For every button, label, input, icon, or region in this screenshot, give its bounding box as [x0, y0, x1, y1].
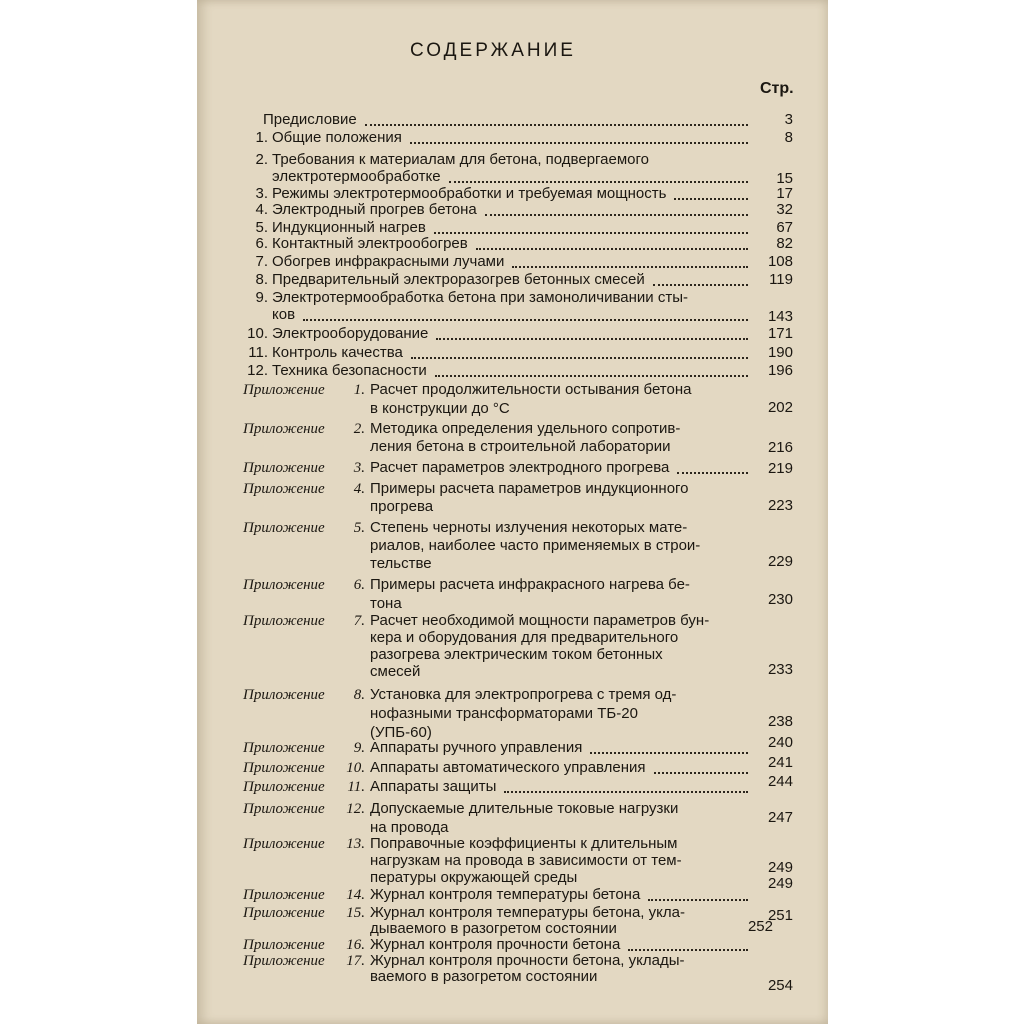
appendix-page: 244	[767, 773, 793, 790]
appendix-text: нофазными трансформаторами ТБ-20	[370, 705, 638, 722]
dot-leader	[365, 124, 748, 126]
appendix-label: Приложение	[243, 740, 325, 756]
appendix-page: 202	[767, 399, 793, 416]
appendix-text: разогрева электрическим током бетонных	[370, 646, 663, 663]
appendix-label: Приложение	[243, 520, 325, 536]
toc-item-page: 32	[776, 201, 793, 218]
toc-item-text: Электрооборудование	[272, 325, 429, 342]
toc-item-number: 12.	[247, 362, 268, 379]
appendix-text: риалов, наиболее часто применяемых в строи-	[370, 537, 701, 554]
toc-item-page: 67	[776, 219, 793, 236]
dot-leader	[590, 752, 748, 754]
toc-item-page: 196	[767, 362, 793, 379]
appendix-number: 11.	[347, 779, 365, 795]
appendix-page: 240	[767, 734, 793, 751]
toc-item-number: 7.	[255, 253, 268, 270]
toc-item-text: Техника безопасности	[272, 362, 427, 379]
toc-item-text: Электродный прогрев бетона	[272, 201, 477, 218]
appendix-text: Допускаемые длительные токовые нагрузки	[370, 800, 679, 817]
dot-leader	[411, 357, 748, 359]
appendix-text: Аппараты ручного управления	[370, 739, 583, 756]
appendix-text: ления бетона в строительной лаборатории	[370, 438, 671, 455]
appendix-number: 1.	[353, 382, 365, 398]
appendix-page: 223	[767, 497, 793, 514]
appendix-page: 252	[747, 918, 773, 935]
dot-leader	[504, 791, 748, 793]
appendix-label: Приложение	[243, 887, 325, 903]
appendix-label: Приложение	[243, 937, 325, 953]
appendix-label: Приложение	[243, 687, 325, 703]
toc-item-page: 108	[767, 253, 793, 270]
toc-item-text: ков	[272, 306, 296, 323]
appendix-label: Приложение	[243, 460, 325, 476]
toc-item-text: Режимы электротермообработки и требуемая мощность	[272, 185, 667, 202]
appendix-number: 5.	[353, 520, 365, 536]
appendix-page: 241	[767, 754, 793, 771]
toc-item-text: Электротермообработка бетона при замоноличивании сты-	[272, 289, 688, 306]
appendix-label: Приложение	[243, 801, 325, 817]
appendix-text: Примеры расчета инфракрасного нагрева бе-	[370, 576, 690, 593]
appendix-number: 4.	[353, 481, 365, 497]
appendix-text: ваемого в разогретом состоянии	[370, 968, 598, 985]
toc-item-page: 190	[767, 344, 793, 361]
left-margin	[0, 0, 197, 1024]
dot-leader	[410, 142, 748, 144]
appendix-label: Приложение	[243, 953, 325, 969]
appendix-label: Приложение	[243, 779, 325, 795]
appendix-page: 233	[767, 661, 793, 678]
toc-item-number: 3.	[255, 185, 268, 202]
toc-item-text: Общие положения	[272, 129, 402, 146]
appendix-number: 13.	[346, 836, 365, 852]
appendix-text: Поправочные коэффициенты к длительным	[370, 835, 678, 852]
appendix-text: Аппараты защиты	[370, 778, 497, 795]
appendix-label: Приложение	[243, 577, 325, 593]
toc-item-page: 82	[776, 235, 793, 252]
appendix-text: тельстве	[370, 555, 432, 572]
appendix-number: 6.	[353, 577, 365, 593]
appendix-text: Установка для электропрогрева с тремя од-	[370, 686, 677, 703]
appendix-text: тона	[370, 595, 402, 612]
appendix-text: Методика определения удельного сопротив-	[370, 420, 681, 437]
appendix-label: Приложение	[243, 905, 325, 921]
toc-item-text: электротермообработке	[272, 168, 441, 185]
appendix-number: 8.	[353, 687, 365, 703]
appendix-number: 7.	[353, 613, 365, 629]
dot-leader	[674, 198, 748, 200]
dot-leader	[512, 266, 748, 268]
appendix-number: 2.	[353, 421, 365, 437]
appendix-text: Журнал контроля температуры бетона	[370, 886, 641, 903]
appendix-text: смесей	[370, 663, 421, 680]
dot-leader	[654, 772, 748, 774]
toc-item-text: Обогрев инфракрасными лучами	[272, 253, 505, 270]
toc-item-page: 119	[769, 271, 793, 288]
toc-item-number: 2.	[255, 151, 268, 168]
toc-item-text: Требования к материалам для бетона, подвергаемого	[272, 151, 650, 168]
toc-item-text: Контактный электрообогрев	[272, 235, 468, 252]
appendix-page: 238	[767, 713, 793, 730]
appendix-text: Журнал контроля температуры бетона, укла-	[370, 904, 685, 921]
appendix-label: Приложение	[243, 421, 325, 437]
dot-leader	[435, 375, 748, 377]
toc-item-page: 171	[767, 325, 793, 342]
page-title: СОДЕРЖАНИЕ	[410, 40, 576, 61]
appendix-number: 15.	[346, 905, 365, 921]
toc-item-text: Контроль качества	[272, 344, 403, 361]
appendix-text: Расчет продолжительности остывания бетона	[370, 381, 692, 398]
appendix-text: (УПБ-60)	[370, 724, 432, 741]
appendix-text: прогрева	[370, 498, 434, 515]
appendix-text: Расчет необходимой мощности параметров бун-	[370, 612, 710, 629]
appendix-text: пературы окружающей среды	[370, 869, 578, 886]
appendix-text: Примеры расчета параметров индукционного	[370, 480, 689, 497]
dot-leader	[449, 181, 748, 183]
appendix-label: Приложение	[243, 760, 325, 776]
appendix-text: Степень черноты излучения некоторых мате-	[370, 519, 688, 536]
appendix-text: Аппараты автоматического управления	[370, 759, 646, 776]
appendix-page: 219	[767, 460, 793, 477]
appendix-number: 10.	[346, 760, 365, 776]
toc-item-page: 3	[784, 111, 793, 128]
appendix-page: 247	[767, 809, 793, 826]
appendix-label: Приложение	[243, 481, 325, 497]
appendix-text: Журнал контроля прочности бетона, уклады-	[370, 952, 685, 969]
toc-item-number: 11.	[248, 344, 268, 361]
page-column-label: Стр.	[760, 80, 794, 97]
toc-item-page: 8	[784, 129, 793, 146]
appendix-number: 12.	[346, 801, 365, 817]
dot-leader	[648, 899, 748, 901]
appendix-text: Журнал контроля прочности бетона	[370, 936, 621, 953]
toc-item-page: 15	[776, 170, 793, 187]
dot-leader	[485, 214, 748, 216]
appendix-page: 249	[767, 875, 793, 892]
dot-leader	[476, 248, 748, 250]
toc-item-text: Индукционный нагрев	[272, 219, 426, 236]
dot-leader	[436, 338, 748, 340]
appendix-text: в конструкции до °С	[370, 400, 510, 417]
toc-item-number: 10.	[247, 325, 268, 342]
appendix-text: кера и оборудования для предварительного	[370, 629, 679, 646]
toc-item-number: 6.	[255, 235, 268, 252]
appendix-page: 216	[767, 439, 793, 456]
dot-leader	[303, 319, 748, 321]
appendix-number: 3.	[353, 460, 365, 476]
appendix-page: 254	[767, 977, 793, 994]
appendix-page: 251	[767, 907, 793, 924]
appendix-page: 229	[767, 553, 793, 570]
toc-item-number: 5.	[255, 219, 268, 236]
appendix-number: 14.	[346, 887, 365, 903]
appendix-number: 16.	[346, 937, 365, 953]
appendix-label: Приложение	[243, 382, 325, 398]
appendix-text: на провода	[370, 819, 449, 836]
dot-leader	[677, 472, 748, 474]
appendix-label: Приложение	[243, 836, 325, 852]
dot-leader	[434, 232, 748, 234]
right-margin	[828, 0, 1024, 1024]
appendix-text: дываемого в разогретом состоянии	[370, 920, 617, 937]
dot-leader	[653, 284, 748, 286]
dot-leader	[628, 949, 748, 951]
appendix-page: 230	[767, 591, 793, 608]
appendix-text: нагрузкам на провода в зависимости от тем-	[370, 852, 682, 869]
toc-item-number: 9.	[255, 289, 268, 306]
appendix-number: 17.	[346, 953, 365, 969]
toc-item-number: 4.	[255, 201, 268, 218]
appendix-text: Расчет параметров электродного прогрева	[370, 459, 670, 476]
toc-item-number: 8.	[255, 271, 268, 288]
appendix-label: Приложение	[243, 613, 325, 629]
toc-item-page: 17	[776, 185, 793, 202]
appendix-number: 9.	[353, 740, 365, 756]
toc-item-text: Предисловие	[263, 111, 357, 128]
toc-item-number: 1.	[255, 129, 268, 146]
toc-item-page: 143	[767, 308, 793, 325]
toc-item-text: Предварительный электроразогрев бетонных смесей	[272, 271, 645, 288]
appendix-page: 249	[767, 859, 793, 876]
